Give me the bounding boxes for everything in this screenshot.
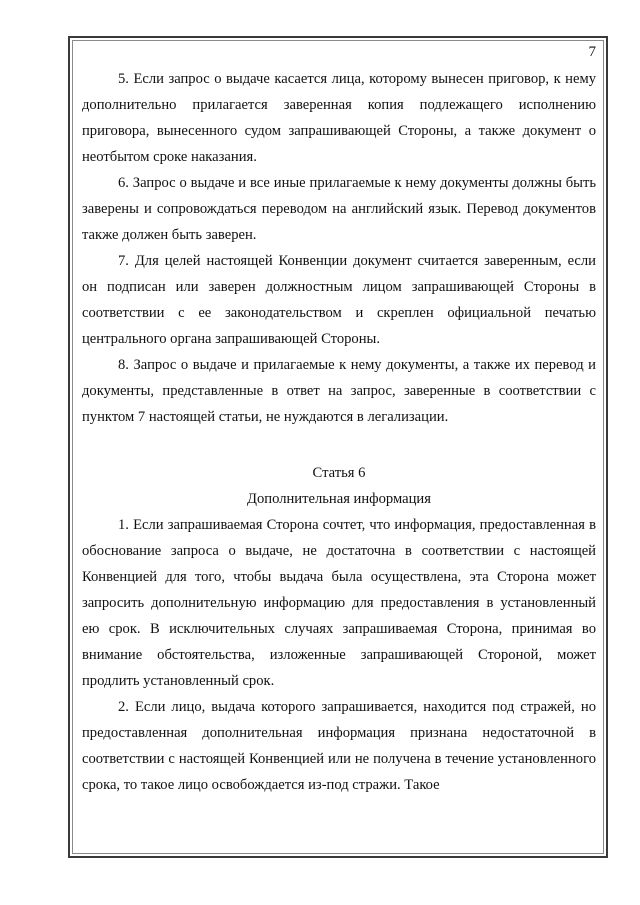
paragraph-7: 7. Для целей настоящей Конвенции документ считается заверенным, если он подписан или заверен должностным лицом запрашивающей Стороны в соответствии с ее законодательством и скреплен официальной печатью центрального органа запрашивающей Стороны. [82, 253, 596, 347]
article-paragraph-2: 2. Если лицо, выдача которого запрашивается, находится под стражей, но предоставленная дополнительная информация признана недостаточной в соответствии с настоящей Конвенцией или не получена в течение установленного срока, то такое лицо освобождается из-под стражи. Такое [82, 699, 596, 793]
paragraph-6: 6. Запрос о выдаче и все иные прилагаемые к нему документы должны быть заверены и сопровождаться переводом на английский язык. Перевод документов также должен быть заверен. [82, 175, 596, 243]
page-number: 7 [588, 44, 596, 60]
article-paragraph-1: 1. Если запрашиваемая Сторона сочтет, что информация, предоставленная в обоснование запроса о выдаче, не достаточна в соответствии с настоящей Конвенцией для того, чтобы выдача была осуществлена, эта Сторона может запросить дополнительную информацию для предоставления в установленный ею срок. В исключительных случаях запрашиваемая Сторона, принимая во внимание обстоятельства, изложенные запрашивающей Стороной, может продлить установленный срок. [82, 517, 596, 689]
article-subtitle: Дополнительная информация [247, 491, 431, 507]
article-title: Статья 6 [312, 465, 366, 481]
document-body [82, 66, 596, 798]
paragraph-8: 8. Запрос о выдаче и прилагаемые к нему документы, а также их перевод и документы, представленные в ответ на запрос, заверенные в соответствии с пунктом 7 настоящей статьи, не нуждаются в легализации. [82, 357, 596, 425]
paragraph-5: 5. Если запрос о выдаче касается лица, которому вынесен приговор, к нему дополнительно прилагается заверенная копия подлежащего исполнению приговора, вынесенного судом запрашивающей Стороны, а также документ о неотбытом сроке наказания. [82, 71, 596, 165]
section-gap [82, 430, 596, 460]
